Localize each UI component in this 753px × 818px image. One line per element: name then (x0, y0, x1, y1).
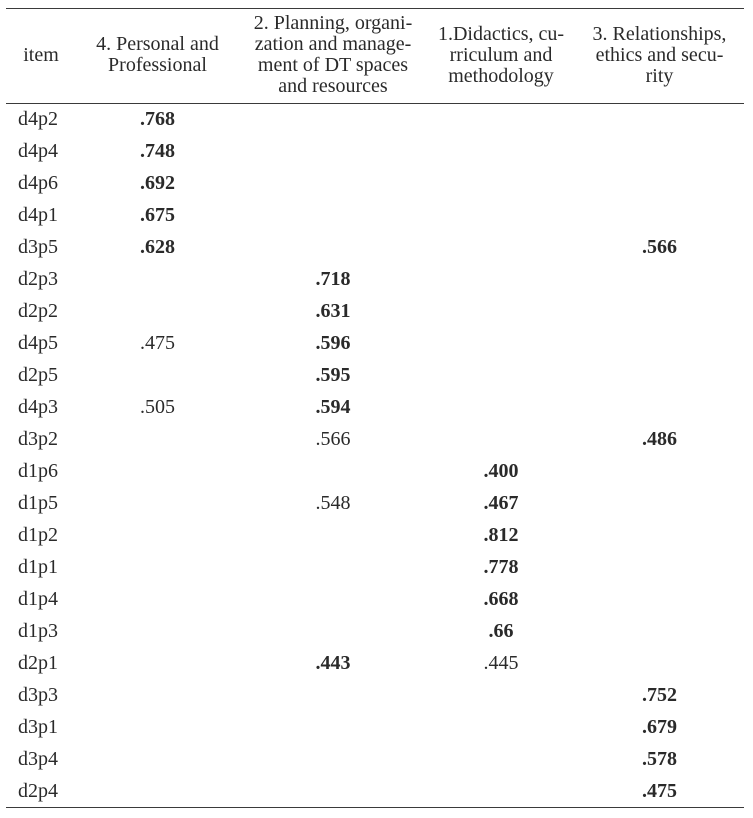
table-row (6, 552, 744, 584)
table-row (6, 776, 744, 808)
loading-personal-professional (76, 776, 239, 808)
loading-planning-organization (239, 104, 427, 136)
loading-value: .578 (642, 748, 677, 770)
loading-relationships-ethics (575, 776, 744, 808)
loading-value: .668 (483, 588, 519, 610)
loading-value: .594 (315, 396, 351, 418)
table-row (6, 360, 744, 392)
loading-didactics-curriculum (427, 168, 575, 200)
loading-relationships-ethics (575, 264, 744, 296)
loading-value: .443 (315, 652, 351, 674)
loading-relationships-ethics (575, 104, 744, 136)
item-cell: d2p5 (18, 364, 58, 386)
table-row (6, 744, 744, 776)
loading-personal-professional (76, 424, 239, 456)
loading-planning-organization (239, 616, 427, 648)
item-cell: d2p4 (18, 779, 58, 802)
loading-didactics-curriculum (427, 584, 575, 616)
loading-value: .752 (642, 684, 677, 706)
item-cell: d1p6 (18, 460, 58, 482)
item-cell: d3p2 (18, 428, 58, 450)
table-row (6, 136, 744, 168)
loading-value: .748 (140, 140, 175, 162)
loading-value: .566 (642, 236, 677, 258)
table-row (6, 328, 744, 360)
table-row (6, 168, 744, 200)
loading-value: .596 (315, 332, 351, 354)
loading-relationships-ethics (575, 360, 744, 392)
loading-planning-organization (239, 744, 427, 776)
loading-relationships-ethics (575, 616, 744, 648)
loading-planning-organization (239, 200, 427, 232)
item-cell: d3p5 (18, 236, 58, 258)
loading-relationships-ethics (575, 520, 744, 552)
item-cell: d2p1 (18, 652, 58, 674)
table-row (6, 520, 744, 552)
loading-value: .445 (483, 652, 519, 674)
loading-value: .679 (642, 716, 677, 738)
loading-relationships-ethics (575, 680, 744, 712)
loading-personal-professional (76, 712, 239, 744)
item-cell: d2p3 (18, 268, 58, 290)
factor-loadings-table (6, 8, 744, 808)
table-header (6, 9, 744, 104)
loading-value: .595 (315, 364, 351, 386)
loading-value: .548 (315, 492, 351, 514)
table-row (6, 424, 744, 456)
loading-didactics-curriculum (427, 520, 575, 552)
item-cell: d1p4 (18, 588, 58, 610)
loading-planning-organization (239, 680, 427, 712)
loading-value: .475 (140, 332, 175, 354)
loading-personal-professional (76, 392, 239, 424)
loading-value: .467 (483, 492, 519, 514)
item-cell: d1p3 (18, 620, 58, 642)
factor-loadings-table-wrapper (6, 8, 744, 808)
item-cell: d3p1 (18, 716, 58, 738)
table-row (6, 456, 744, 488)
loading-didactics-curriculum (427, 328, 575, 360)
item-cell: d2p2 (18, 300, 58, 322)
loading-value: .812 (483, 524, 519, 546)
loading-value: .400 (483, 460, 519, 482)
loading-personal-professional (76, 584, 239, 616)
loading-relationships-ethics (575, 744, 744, 776)
loading-relationships-ethics (575, 648, 744, 680)
loading-personal-professional (76, 328, 239, 360)
loading-didactics-curriculum (427, 456, 575, 488)
loading-planning-organization (239, 392, 427, 424)
table-row (6, 104, 744, 136)
item-cell: d1p2 (18, 524, 58, 546)
loading-planning-organization (239, 648, 427, 680)
loading-didactics-curriculum (427, 424, 575, 456)
item-cell: d4p4 (18, 140, 58, 162)
header-item: item (23, 43, 59, 66)
loading-value: .566 (315, 428, 351, 450)
loading-value: .692 (140, 172, 175, 194)
loading-relationships-ethics (575, 296, 744, 328)
loading-planning-organization (239, 584, 427, 616)
loading-didactics-curriculum (427, 776, 575, 808)
table-row (6, 584, 744, 616)
loading-personal-professional (76, 104, 239, 136)
loading-didactics-curriculum (427, 744, 575, 776)
loading-relationships-ethics (575, 456, 744, 488)
loading-didactics-curriculum (427, 648, 575, 680)
header-row (6, 9, 744, 104)
loading-personal-professional (76, 616, 239, 648)
loading-relationships-ethics (575, 488, 744, 520)
loading-didactics-curriculum (427, 200, 575, 232)
loading-planning-organization (239, 712, 427, 744)
loading-personal-professional (76, 488, 239, 520)
loading-didactics-curriculum (427, 552, 575, 584)
loading-relationships-ethics (575, 328, 744, 360)
table-row (6, 616, 744, 648)
loading-relationships-ethics (575, 200, 744, 232)
loading-relationships-ethics (575, 584, 744, 616)
header-factor-relationships-ethics: 3. Relationships, ethics and secu- rity (592, 22, 727, 87)
loading-planning-organization (239, 232, 427, 264)
loading-planning-organization (239, 264, 427, 296)
item-cell: d1p5 (18, 492, 58, 514)
table-row (6, 488, 744, 520)
item-cell: d4p6 (18, 172, 58, 194)
loading-didactics-curriculum (427, 488, 575, 520)
loading-planning-organization (239, 488, 427, 520)
loading-personal-professional (76, 520, 239, 552)
loading-didactics-curriculum (427, 360, 575, 392)
table-row (6, 712, 744, 744)
loading-personal-professional (76, 680, 239, 712)
loading-personal-professional (76, 648, 239, 680)
header-factor-planning-organization: 2. Planning, organi- zation and manage- ment of DT spaces and resources (253, 12, 413, 97)
item-cell: d4p5 (18, 332, 58, 354)
loading-value: .66 (488, 620, 514, 642)
loading-personal-professional (76, 456, 239, 488)
item-cell: d1p1 (18, 556, 58, 578)
loading-didactics-curriculum (427, 264, 575, 296)
loading-value: .628 (140, 236, 175, 258)
table-row (6, 200, 744, 232)
item-cell: d4p1 (18, 204, 58, 226)
loading-didactics-curriculum (427, 712, 575, 744)
item-cell: d3p3 (18, 684, 58, 706)
header-factor-didactics-curriculum: 1.Didactics, cu- rriculum and methodology (437, 22, 565, 87)
loading-planning-organization (239, 296, 427, 328)
loading-personal-professional (76, 232, 239, 264)
loading-didactics-curriculum (427, 232, 575, 264)
loading-value: .718 (315, 268, 351, 290)
loading-relationships-ethics (575, 136, 744, 168)
loading-planning-organization (239, 776, 427, 808)
loading-planning-organization (239, 328, 427, 360)
table-row (6, 296, 744, 328)
loading-relationships-ethics (575, 424, 744, 456)
loading-personal-professional (76, 552, 239, 584)
table-row (6, 648, 744, 680)
loading-relationships-ethics (575, 552, 744, 584)
loading-relationships-ethics (575, 168, 744, 200)
loading-value: .675 (140, 204, 175, 226)
table-row (6, 392, 744, 424)
table-row (6, 680, 744, 712)
loading-planning-organization (239, 424, 427, 456)
header-factor-personal-professional: 4. Personal and Professional (96, 33, 219, 76)
loading-personal-professional (76, 264, 239, 296)
loading-personal-professional (76, 136, 239, 168)
item-cell: d4p3 (18, 396, 58, 418)
loading-planning-organization (239, 520, 427, 552)
loading-didactics-curriculum (427, 392, 575, 424)
loading-value: .778 (483, 556, 519, 578)
table-row (6, 264, 744, 296)
loading-planning-organization (239, 456, 427, 488)
loading-planning-organization (239, 552, 427, 584)
loading-value: .505 (140, 396, 175, 418)
loading-value: .486 (642, 428, 677, 450)
loading-didactics-curriculum (427, 104, 575, 136)
table-body (6, 104, 744, 808)
loading-personal-professional (76, 168, 239, 200)
loading-planning-organization (239, 136, 427, 168)
item-cell: d3p4 (18, 748, 58, 770)
loading-didactics-curriculum (427, 296, 575, 328)
loading-planning-organization (239, 168, 427, 200)
loading-personal-professional (76, 296, 239, 328)
table-row (6, 232, 744, 264)
loading-value: .475 (642, 779, 677, 802)
loading-planning-organization (239, 360, 427, 392)
loading-relationships-ethics (575, 232, 744, 264)
loading-personal-professional (76, 744, 239, 776)
loading-value: .631 (315, 300, 351, 322)
loading-relationships-ethics (575, 392, 744, 424)
loading-relationships-ethics (575, 712, 744, 744)
loading-didactics-curriculum (427, 680, 575, 712)
loading-personal-professional (76, 360, 239, 392)
item-cell: d4p2 (18, 108, 58, 131)
loading-didactics-curriculum (427, 616, 575, 648)
loading-personal-professional (76, 200, 239, 232)
loading-value: .768 (140, 108, 175, 131)
loading-didactics-curriculum (427, 136, 575, 168)
